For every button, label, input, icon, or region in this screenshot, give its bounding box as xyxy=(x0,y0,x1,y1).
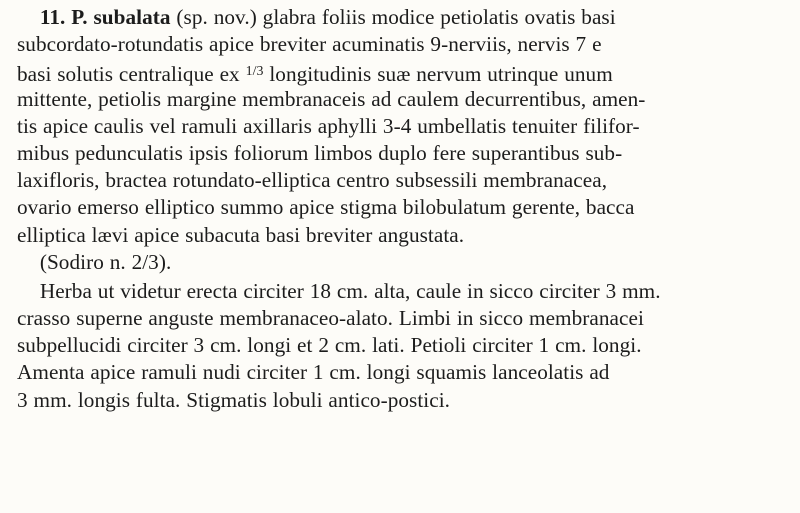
description-line-2: subcordato-rotundatis apice breviter acuminatis 9-nerviis, nervis 7 e xyxy=(17,32,602,57)
species-note: (sp. nov.) xyxy=(176,5,257,29)
notes-line-5: 3 mm. longis fulta. Stigmatis lobuli antico-postici. xyxy=(17,387,451,412)
species-heading-line xyxy=(17,4,794,31)
description-line-7: laxifloris, bractea rotundato-elliptica centro subsessili membranacea, xyxy=(17,168,608,193)
description-line-4: mittente, petiolis margine membranaceis ad caulem decurrentibus, amen- xyxy=(17,86,646,111)
fraction: 1/3 xyxy=(245,64,264,80)
description-line-9: elliptica lævi apice subacuta basi breviter angustata. xyxy=(17,222,465,247)
description-line-3-start: basi solutis centralique ex xyxy=(17,62,240,87)
species-name: P. subalata xyxy=(71,5,171,29)
notes-line-4: Amenta apice ramuli nudi circiter 1 cm. longi squamis lanceolatis ad xyxy=(17,360,610,385)
notes-line-3: subpellucidi circiter 3 cm. longi et 2 cm. lati. Petioli circiter 1 cm. longi. xyxy=(17,333,642,358)
specimen-citation: (Sodiro n. 2/3). xyxy=(39,249,172,274)
notes-line-1: Herba ut videtur erecta circiter 18 cm. alta, caule in sicco circiter 3 mm. xyxy=(39,278,661,303)
description-line-1: glabra foliis modice petiolatis ovatis basi xyxy=(262,5,616,29)
notes-line-2: crasso superne anguste membranaceo-alato. Limbi in sicco membranacei xyxy=(17,306,644,331)
description-line-3 xyxy=(17,58,794,85)
species-number: 11. xyxy=(39,5,66,29)
description-line-8: ovario emerso elliptico summo apice stigma bilobulatum gerente, bacca xyxy=(17,195,635,220)
description-line-3-end: longitudinis suæ nervum utrinque unum xyxy=(269,62,613,87)
description-line-5: tis apice caulis vel ramuli axillaris aphylli 3-4 umbellatis tenuiter filifor- xyxy=(17,113,640,138)
description-line-6: mibus pedunculatis ipsis foliorum limbos duplo fere superantibus sub- xyxy=(17,140,623,165)
